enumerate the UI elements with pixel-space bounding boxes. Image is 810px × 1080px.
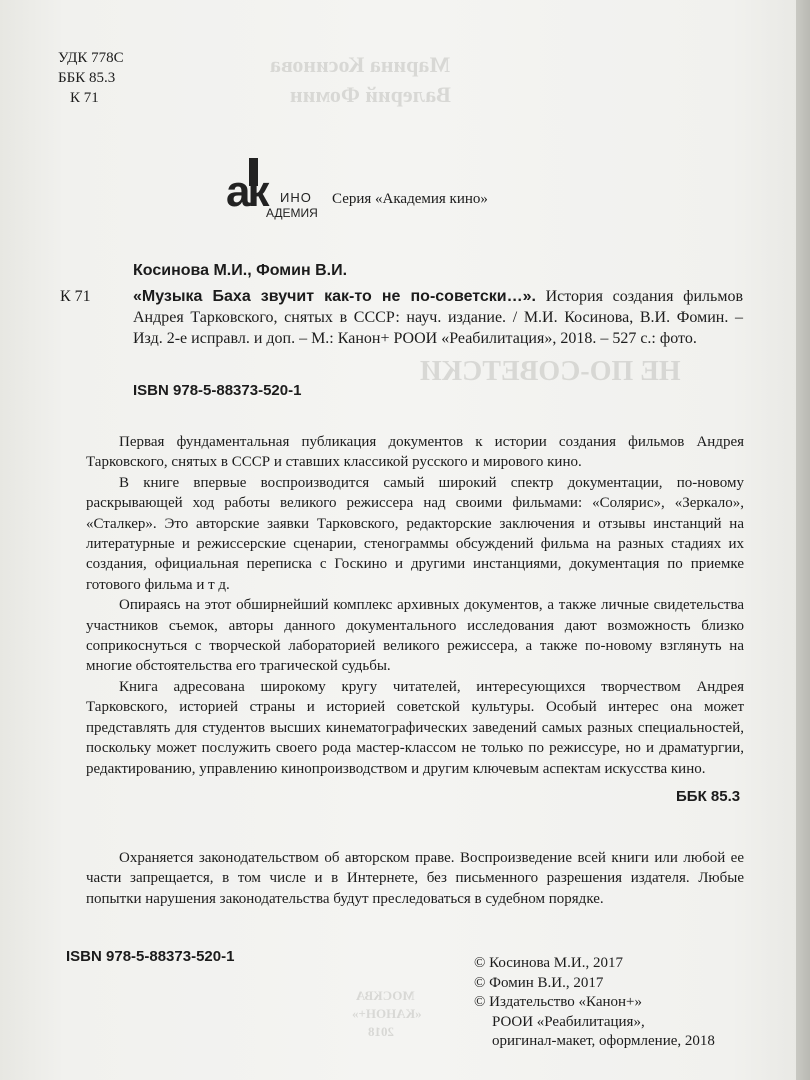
akademia-kino-logo <box>226 158 326 234</box>
book-edge <box>796 0 810 1080</box>
classification-block <box>58 48 124 108</box>
copyright-line: РООИ «Реабилитация», <box>492 1013 645 1030</box>
bbk-code: ББК 85.3 <box>58 70 116 86</box>
bleed-through-author-2: Валерий Фомин <box>290 82 451 107</box>
bbk-bottom: ББК 85.3 <box>676 788 741 805</box>
isbn-top: ISBN 978-5-88373-520-1 <box>133 382 302 399</box>
abstract-paragraph: Первая фундаментальная публикация документов к истории создания фильмов Андрея Тарковского, снятых в СССР и ставших классикой русского и мирового кино. <box>86 434 744 471</box>
copyright-line: оригинал-макет, оформление, 2018 <box>492 1033 715 1049</box>
bib-author-mark: К 71 <box>60 288 91 305</box>
bleed-through-author-1: Марина Косинова <box>270 52 451 77</box>
copyright-line: © Издательство «Канон+» <box>474 994 642 1010</box>
isbn-bottom: ISBN 978-5-88373-520-1 <box>66 948 235 965</box>
description-text: История создания фильмов Андрея Тарковского, снятых в СССР: науч. издание. / М.И. Косинова, В.И. Фомин. – Изд. 2-е исправл. и доп. – М.: Канон+ РООИ «Реабилитация», 2018. – 527 с.: фото. <box>133 288 743 347</box>
bibliographic-description <box>133 286 743 349</box>
series-name: Серия «Академия кино» <box>332 191 488 207</box>
copyright-notice: Охраняется законодательством об авторском праве. Воспроизведение всей книги или любой ее части запрещается, в том числе и в Интернете, без письменного разрешения издателя. Любые попытки нарушения законодательства будут преследоваться в судебном порядке. <box>86 850 744 907</box>
abstract-paragraph: Книга адресована широкому кругу читателей, интересующихся творчеством Андрея Тарковского, историей страны и историей советской культуры. Особый интерес она может представлять для студентов высших кинематографических заведений самых разных специальностей, поскольку может послужить своего рода мастер-классом не только по режиссуре, но и драматургии, редактированию, управлению кинопроизводством и другим ключевым аспектам искусства кино. <box>86 678 744 777</box>
copyright-line: © Фомин В.И., 2017 <box>474 974 604 991</box>
bleed-through-publisher: «КАНОН+» <box>352 1006 422 1021</box>
authors: Косинова М.И., Фомин В.И. <box>133 262 348 279</box>
logo-akademia: АДЕМИЯ <box>266 206 318 220</box>
bleed-through-title: НЕ ПО-СОВЕТСКИ <box>420 356 681 387</box>
author-mark: К 71 <box>70 90 99 106</box>
bleed-through-year: 2018 <box>368 1024 394 1039</box>
copyright-line: © Косинова М.И., 2017 <box>474 955 623 971</box>
udk-code: УДК 778С <box>58 50 124 66</box>
abstract-paragraph: В книге впервые воспроизводится самый широкий спектр документации, по-новому раскрывающей ход работы великого режиссера над своими фильмами: «Солярис», «Зеркало», «Сталкер». Это авторские заявки Тарковского, редакторские заключения и отзывы инстанций на литературные и режиссерские сценарии, стенограммы обсуждений фильма на разных стадиях их создания, официальная переписка с Госкино и другими инстанциями, документация по приемке готового фильма и т д. <box>86 474 744 593</box>
logo-main: aк <box>226 167 267 216</box>
abstract <box>86 432 744 779</box>
copyright-holders <box>474 954 715 1052</box>
book-title: «Музыка Баха звучит как-то не по-советски…». <box>133 288 536 305</box>
logo-kino: ИНО <box>280 190 312 205</box>
abstract-paragraph: Опираясь на этот обширнейший комплекс архивных документов, а также личные свидетельства участников съемок, авторы данного документального исследования дают возможность близко соприкоснуться с творческой лабораторией великого режиссера, а также по-новому взглянуть на многие обстоятельства его трагической судьбы. <box>86 597 744 675</box>
bleed-through-city: МОСКВА <box>356 988 415 1003</box>
